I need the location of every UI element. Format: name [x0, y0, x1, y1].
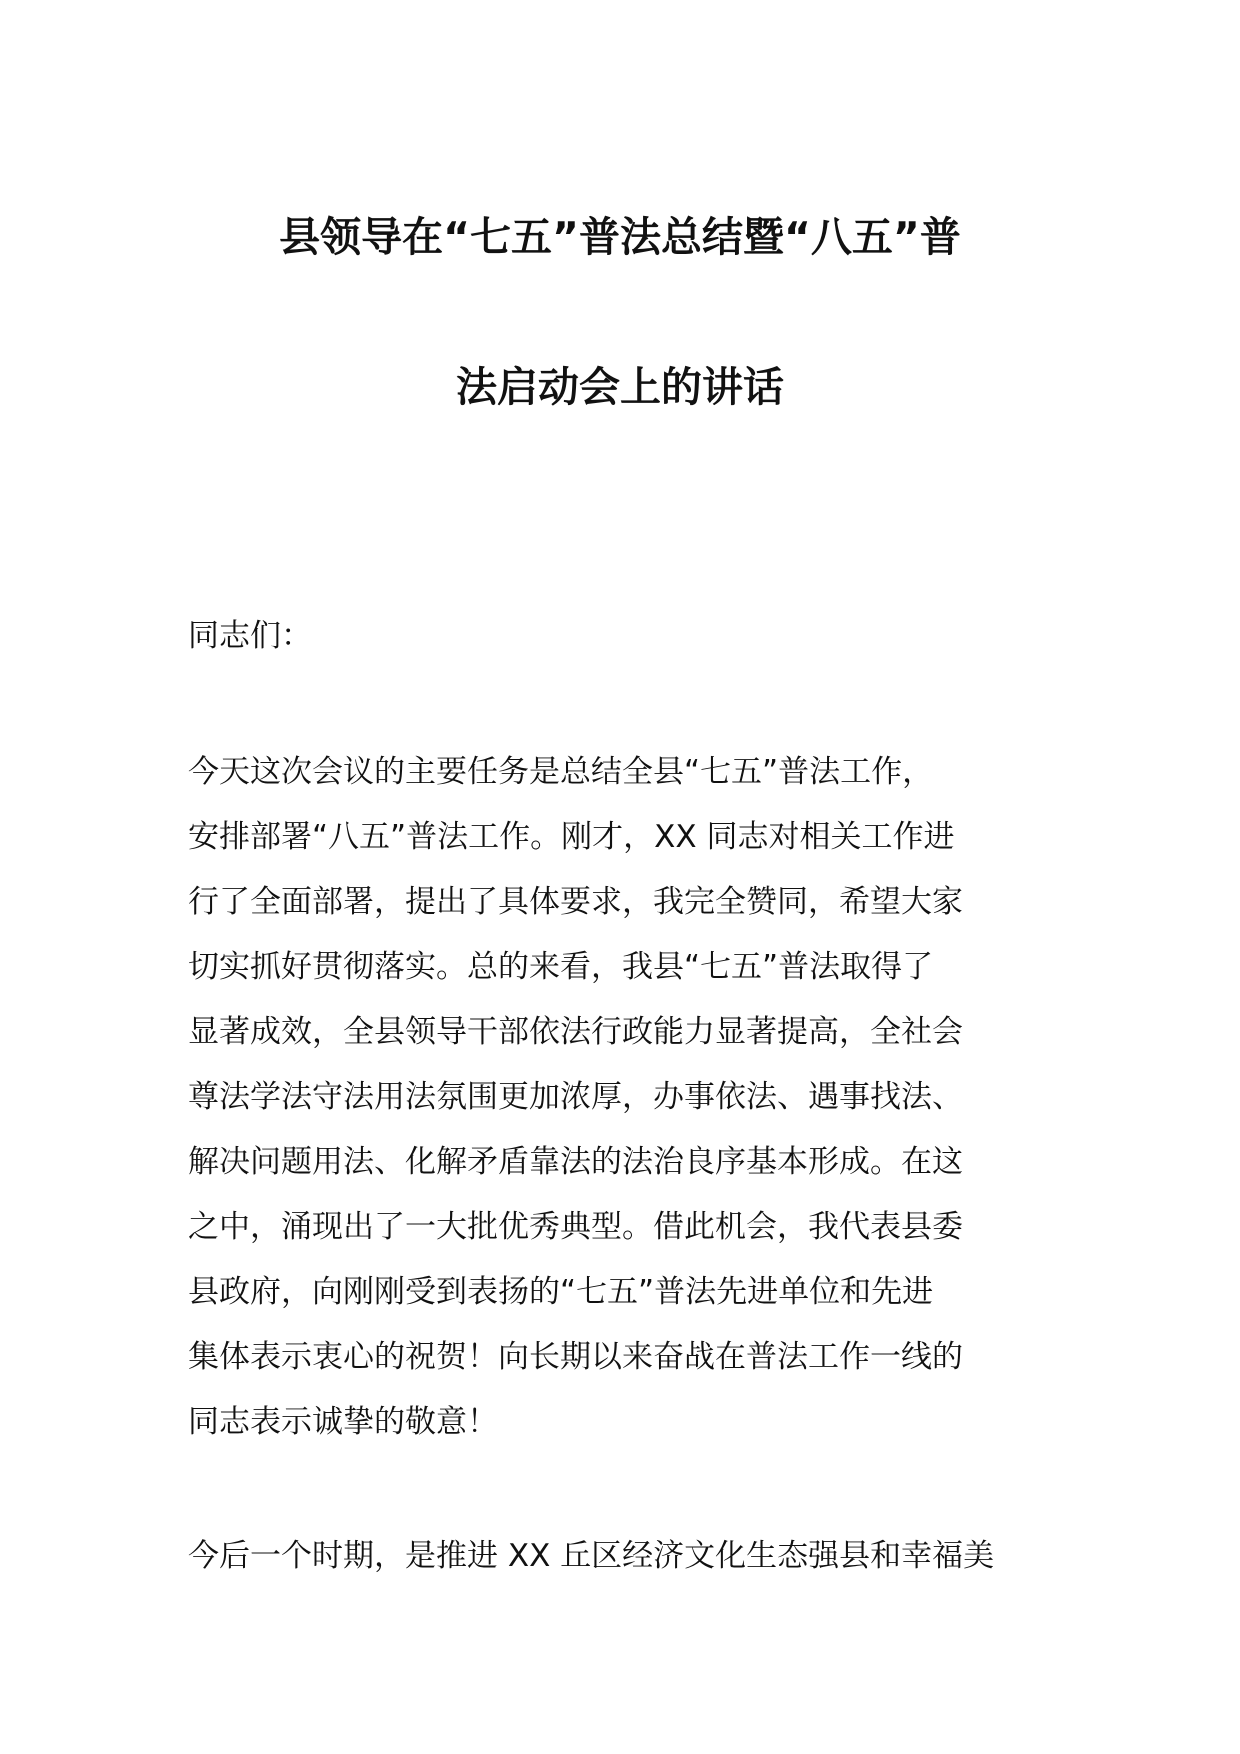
paragraph-1-line: 行了全面部署，提出了具体要求，我完全赞同，希望大家 [188, 884, 963, 920]
paragraph-1-line: 县政府，向刚刚受到表扬的“七五”普法先进单位和先进 [188, 1274, 934, 1310]
paragraph-1-line: 显著成效，全县领导干部依法行政能力显著提高，全社会 [188, 1014, 963, 1050]
paragraph-1-line: 切实抓好贯彻落实。总的来看，我县“七五”普法取得了 [188, 949, 934, 985]
paragraph-1-line: 解决问题用法、化解矛盾靠法的法治良序基本形成。在这 [188, 1144, 963, 1180]
paragraph-1-line: 集体表示衷心的祝贺！向长期以来奋战在普法工作一线的 [188, 1339, 963, 1375]
document-title-line-2: 法启动会上的讲话 [456, 363, 784, 411]
salutation: 同志们： [188, 618, 312, 654]
paragraph-2 [188, 1524, 1068, 1589]
paragraph-1-line: 安排部署“八五”普法工作。刚才，XX 同志对相关工作进 [188, 819, 955, 855]
document-title-line-1: 县领导在“七五”普法总结暨“八五”普 [279, 213, 961, 261]
paragraph-1 [188, 740, 1068, 1455]
paragraph-1-line: 尊法学法守法用法氛围更加浓厚，办事依法、遇事找法、 [188, 1079, 963, 1115]
paragraph-2-line: 今后一个时期，是推进 XX 丘区经济文化生态强县和幸福美 [188, 1538, 995, 1574]
paragraph-1-line: 同志表示诚挚的敬意！ [188, 1404, 498, 1440]
paragraph-1-line: 今天这次会议的主要任务是总结全县“七五”普法工作， [188, 754, 934, 790]
paragraph-1-line: 之中，涌现出了一大批优秀典型。借此机会，我代表县委 [188, 1209, 963, 1245]
